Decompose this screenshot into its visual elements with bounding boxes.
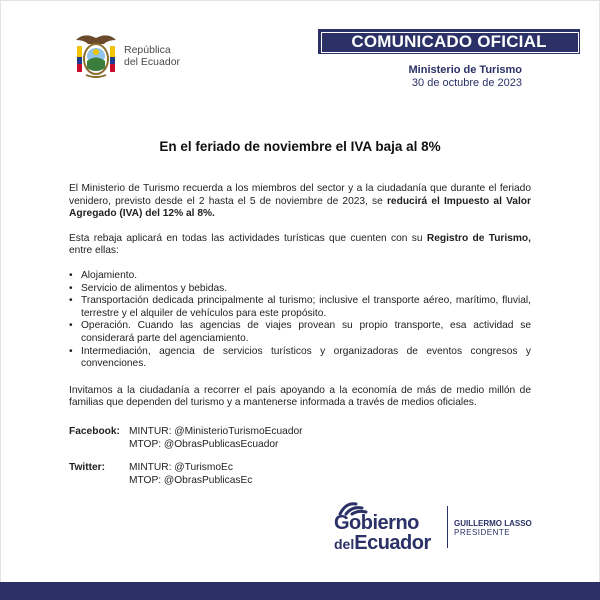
document-body: [69, 183, 531, 422]
paragraph-2-text-end: entre ellas:: [69, 245, 119, 257]
del-ecuador-wordmark: [334, 532, 431, 555]
activities-list: [69, 270, 531, 371]
twitter-mtop: MTOP: @ObrasPublicasEc: [129, 474, 253, 486]
president-role: PRESIDENTE: [454, 528, 511, 537]
logo-divider: [447, 506, 448, 548]
facebook-mintur: MINTUR: @MinisterioTurismoEcuador: [129, 426, 303, 437]
twitter-accounts: [129, 462, 252, 487]
official-banner: [318, 29, 580, 54]
paragraph-3: Invitamos a la ciudadanía a recorrer el país apoyando a la economía de más de medio millón de familias que dependen del turismo y a mantenerse informada a través de medios oficiales.: [69, 384, 531, 409]
paragraph-2-bold: Registro de Turismo,: [426, 232, 531, 244]
paragraph-2-text: Esta rebaja aplicará en todas las actividades turísticas que cuenten con su: [69, 232, 427, 244]
gobierno-wordmark: Gobierno: [334, 512, 419, 534]
list-item: • Transportación dedicada principalmente al turismo; inclusive el transporte aéreo, marítimo, fluvial, terrestre y el alquiler de vehículos para este propósito.: [69, 295, 531, 320]
publication-date: 30 de octubre de 2023: [411, 77, 522, 89]
paragraph-2: [69, 233, 531, 258]
facebook-accounts: [129, 426, 303, 451]
facebook-label: Facebook:: [69, 426, 120, 437]
list-item: • Intermediación, agencia de servicios turísticos y organizadoras de eventos congresos y convenciones.: [69, 346, 531, 371]
president-name: GUILLERMO LASSO: [454, 519, 532, 528]
ministry-block: [409, 64, 522, 90]
paragraph-1: [69, 183, 531, 221]
paragraph-1-text: El Ministerio de Turismo recuerda a los miembros del sector y a la ciudadanía que durante el feriado venidero, previsto desde el 2 hasta el 5 de noviembre de 2023, se: [69, 183, 531, 207]
ecuador-coat-of-arms-icon: [74, 30, 118, 80]
republic-line-1: República: [124, 44, 171, 56]
list-item: • Servicio de alimentos y bebidas.: [69, 283, 531, 296]
footer-bar: [0, 582, 600, 600]
twitter-mintur: MINTUR: @TurismoEc: [129, 462, 233, 473]
banner-text: COMUNICADO OFICIAL: [351, 32, 547, 51]
document-title: En el feriado de noviembre el IVA baja al 8%: [159, 139, 441, 154]
del-word: del: [334, 536, 355, 552]
president-block: [454, 519, 532, 537]
ministry-name: Ministerio de Turismo: [408, 64, 522, 76]
ecuador-word: Ecuador: [354, 532, 431, 554]
list-item: • Operación. Cuando las agencias de viajes provean su propio transporte, esa actividad se considerará parte del agenciamiento.: [69, 320, 531, 345]
paragraph-1-bold: reducirá el Impuesto al Valor Agregado (IVA) del 12% al 8%.: [69, 195, 531, 220]
list-item: • Alojamiento.: [69, 270, 531, 283]
facebook-mtop: MTOP: @ObrasPublicasEcuador: [129, 438, 279, 450]
twitter-label: Twitter:: [69, 462, 106, 473]
republic-name: [124, 44, 180, 68]
republic-line-2: del Ecuador: [124, 56, 181, 68]
